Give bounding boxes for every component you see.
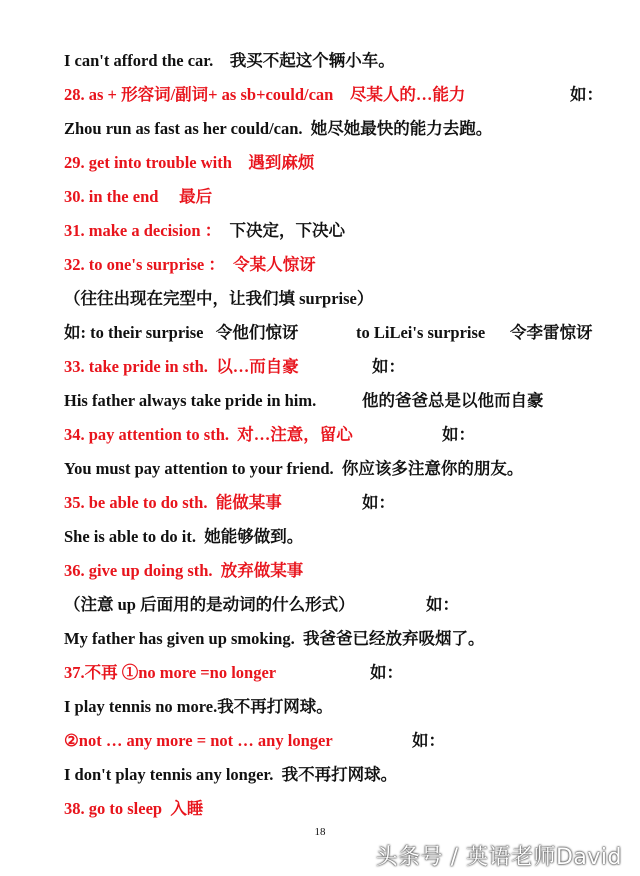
example-sentence: She is able to do it. 她能够做到。	[64, 527, 304, 546]
phrase-heading-30: 30. in the end 最后	[64, 187, 213, 206]
page-number: 18	[314, 826, 326, 838]
phrase-heading-29: 29. get into trouble with 遇到麻烦	[64, 153, 315, 172]
watermark: 头条号 / 英语老师David	[375, 845, 622, 870]
example-sentence: My father has given up smoking. 我爸爸已经放弃吸烟了。	[64, 629, 485, 648]
example-sentence: I don't play tennis any longer. 我不再打网球。	[64, 765, 398, 784]
example-sentence: I can't afford the car. 我买不起这个辆小车。	[64, 51, 395, 70]
example-sentence: His father always take pride in him. 他的爸爸总是以他而自豪	[64, 391, 544, 410]
phrase-heading-33: 33. take pride in sth. 以…而自豪 如：	[64, 357, 405, 376]
example-sentence: Zhou run as fast as her could/can. 她尽她最快的能力去跑。	[64, 119, 493, 138]
phrase-heading-28: 28. as + 形容词/副词+ as sb+could/can 尽某人的…能力 如：	[64, 85, 603, 104]
phrase-heading-34: 34. pay attention to sth. 对…注意，留心 如：	[64, 425, 475, 444]
example-line: 如: to their surprise 令他们惊讶 to LiLei's surprise 令李雷惊讶	[64, 323, 593, 342]
note-line: （注意 up 后面用的是动词的什么形式） 如：	[64, 595, 459, 614]
phrase-heading-35: 35. be able to do sth. 能做某事 如：	[64, 493, 395, 512]
phrase-heading-36: 36. give up doing sth. 放弃做某事	[64, 561, 304, 580]
phrase-heading-38: 38. go to sleep 入睡	[64, 799, 204, 818]
phrase-heading-32: 32. to one's surprise ： 令某人惊讶	[64, 255, 316, 274]
phrase-heading-31: 31. make a decision ： 下决定，下决心	[64, 221, 345, 240]
phrase-variant: ②not … any more = not … any longer 如：	[64, 731, 445, 750]
note-line: （往往出现在完型中，让我们填 surprise）	[64, 289, 374, 308]
example-sentence: I play tennis no more.我不再打网球。	[64, 697, 333, 716]
phrase-heading-37: 37.不再 ①no more =no longer 如：	[64, 663, 403, 682]
example-sentence: You must pay attention to your friend. 你应该多注意你的朋友。	[64, 459, 524, 478]
